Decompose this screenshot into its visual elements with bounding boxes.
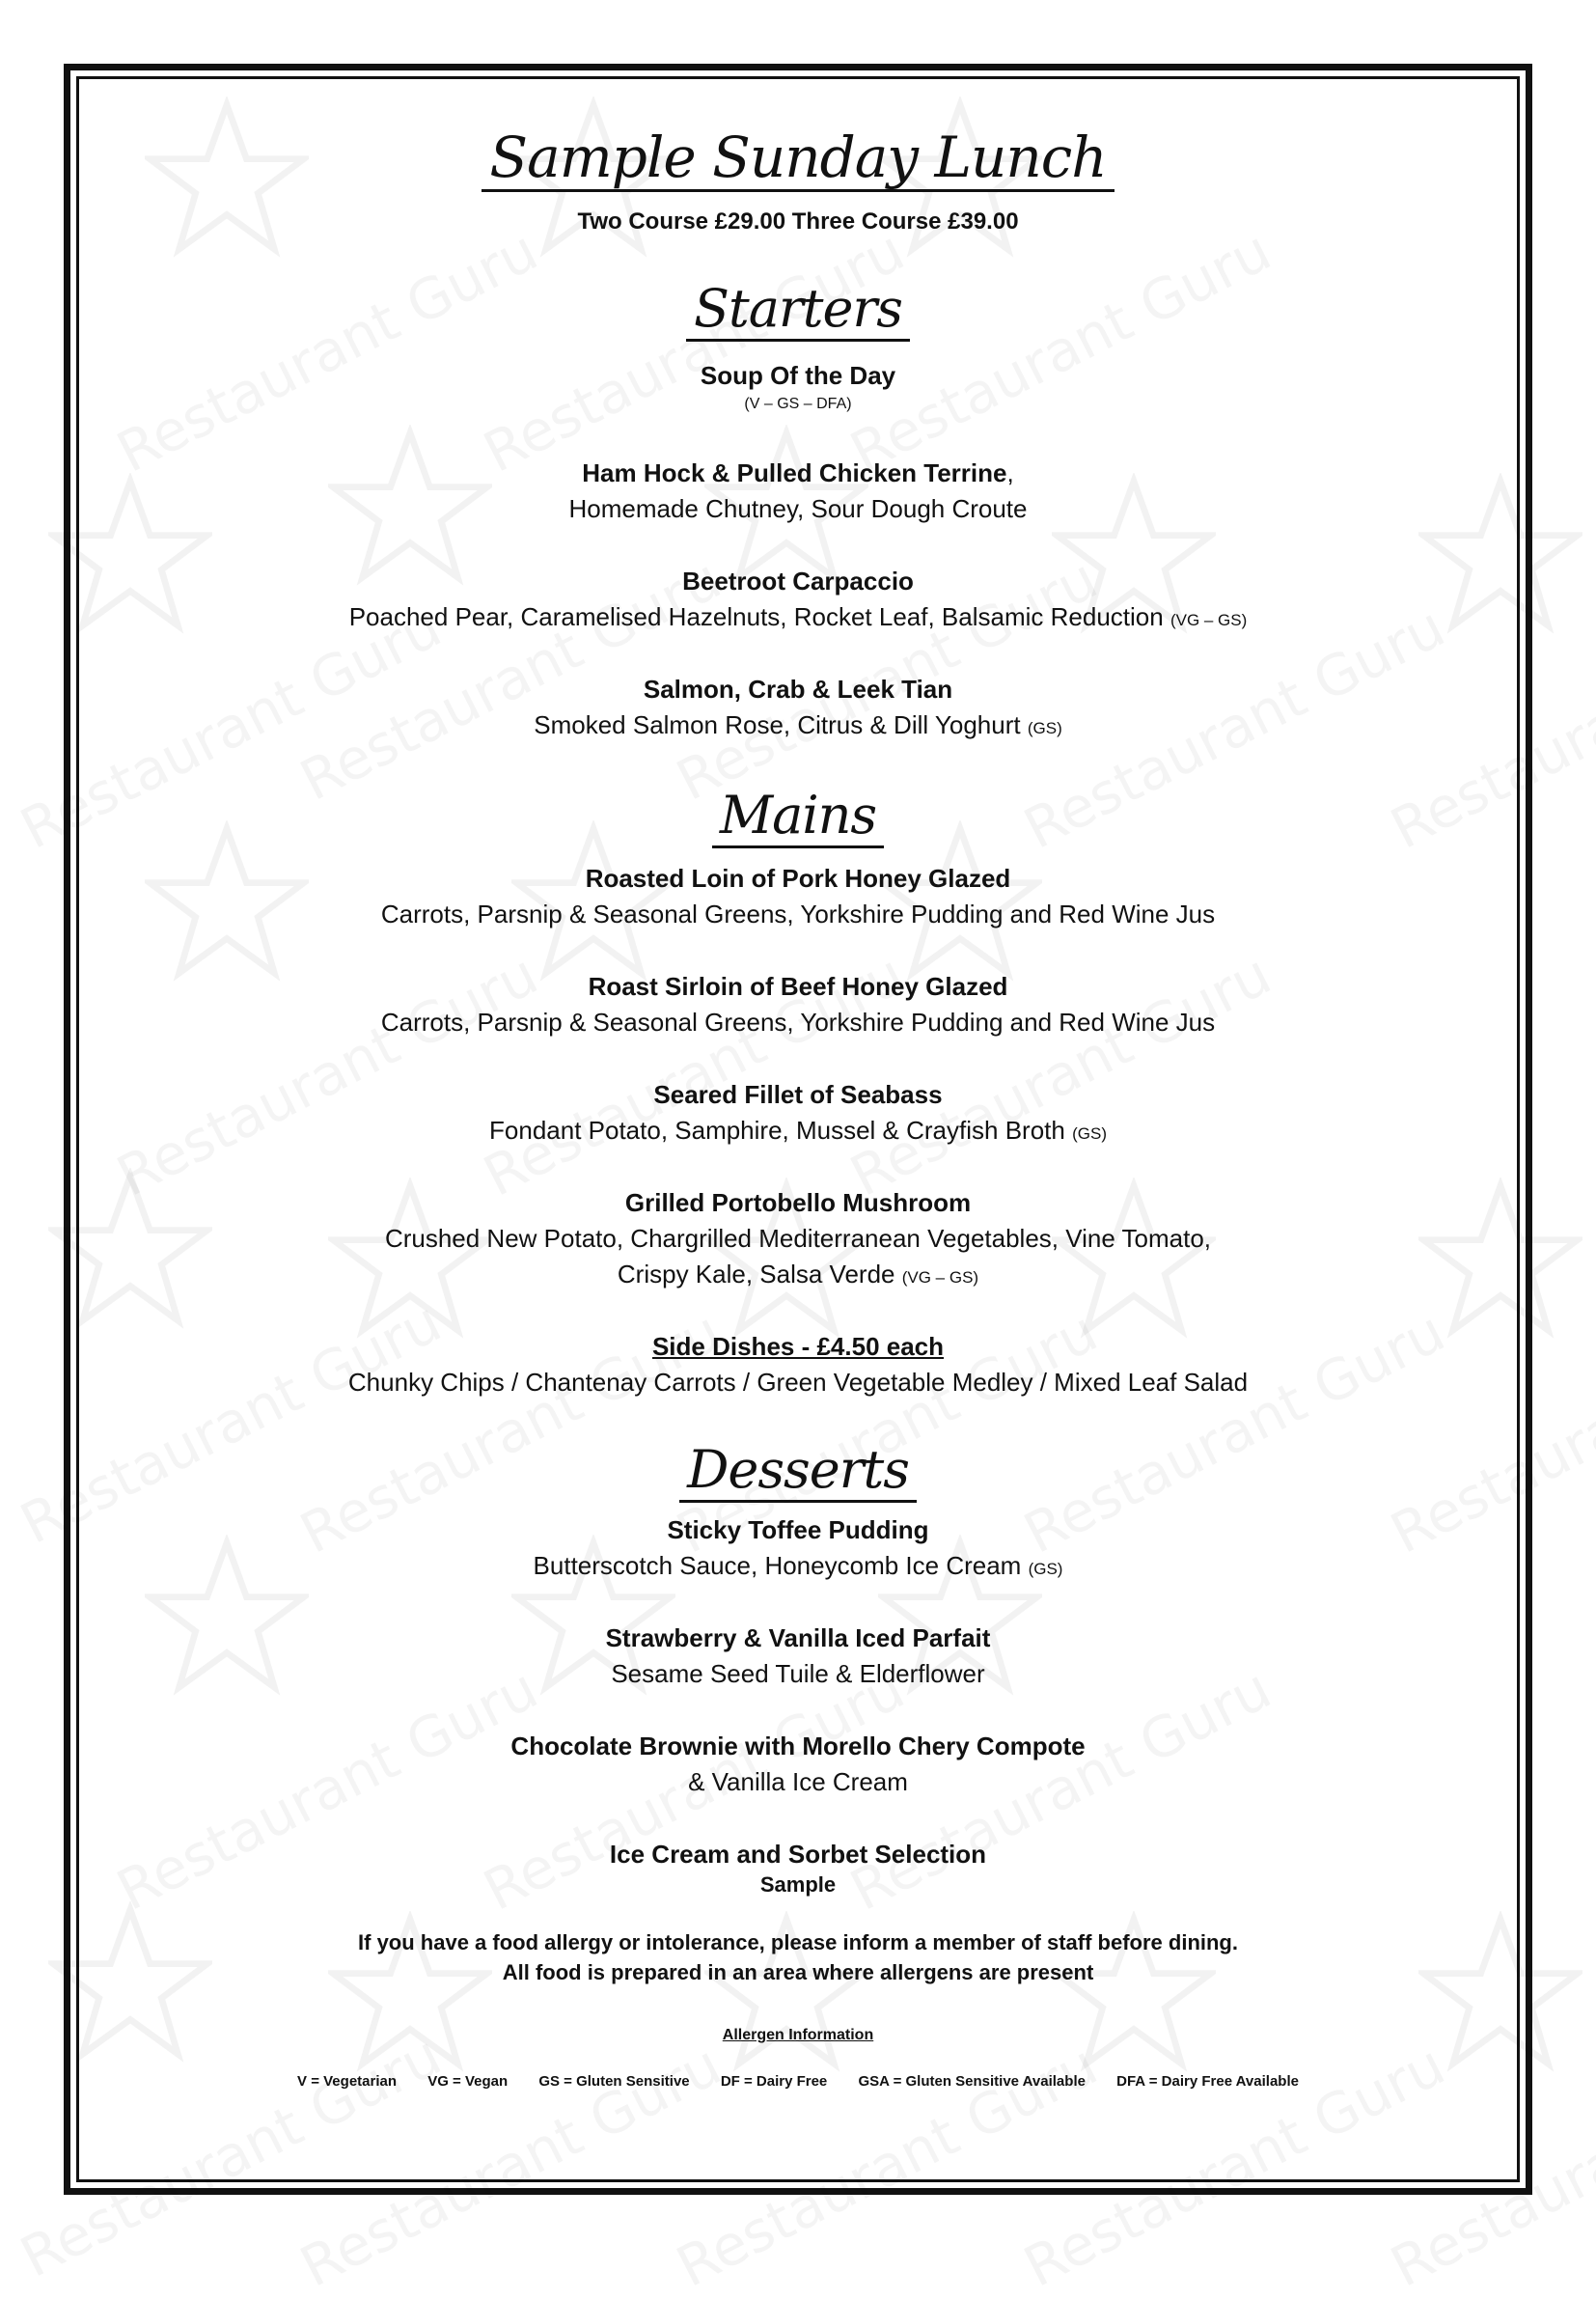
starter-4-desc-line (0, 707, 1596, 746)
starter-2-name: Ham Hock & Pulled Chicken Terrine (582, 458, 1007, 487)
starter-4-name: Salmon, Crab & Leek Tian (643, 675, 953, 704)
main-4-tag: (VG – GS) (901, 1268, 979, 1287)
dessert-1-desc: Butterscotch Sauce, Honeycomb Ice Cream (533, 1551, 1022, 1580)
mains-heading-wrap (0, 785, 1596, 848)
legend-item: DFA = Dairy Free Available (1116, 2073, 1299, 2090)
allergen-legend (0, 2073, 1596, 2090)
legend-item: GS = Gluten Sensitive (538, 2073, 690, 2090)
starter-1-name: Soup Of the Day (700, 361, 896, 390)
starter-3-tag: (VG – GS) (1169, 611, 1248, 629)
legend-item: VG = Vegan (427, 2073, 509, 2090)
starter-3-desc-line (0, 599, 1596, 638)
main-4-desc2-line (0, 1257, 1596, 1295)
dessert-2-name: Strawberry & Vanilla Iced Parfait (605, 1623, 991, 1652)
main-2-name: Roast Sirloin of Beef Honey Glazed (588, 972, 1008, 1001)
main-4-desc: Crushed New Potato, Chargrilled Mediterranean Vegetables, Vine Tomato, (384, 1224, 1212, 1253)
main-1-desc: Carrots, Parsnip & Seasonal Greens, Yorkshire Pudding and Red Wine Jus (380, 900, 1216, 928)
starter-4-tag: (GS) (1027, 719, 1062, 737)
allergen-heading: Allergen Information (722, 2027, 874, 2043)
main-2-desc: Carrots, Parsnip & Seasonal Greens, Yorkshire Pudding and Red Wine Jus (380, 1008, 1216, 1037)
dessert-1-name: Sticky Toffee Pudding (667, 1515, 929, 1544)
main-4-name: Grilled Portobello Mushroom (624, 1188, 972, 1217)
main-3-desc-line (0, 1113, 1596, 1151)
starter-1-tag: (V – GS – DFA) (744, 396, 852, 412)
starter-4-desc: Smoked Salmon Rose, Citrus & Dill Yoghurt (534, 710, 1021, 739)
dessert-3-desc: & Vanilla Ice Cream (688, 1767, 908, 1796)
starters-heading: Starters (686, 283, 910, 342)
starter-2-desc: Homemade Chutney, Sour Dough Croute (568, 494, 1028, 523)
dessert-1-tag: (GS) (1028, 1560, 1063, 1578)
legend-item: GSA = Gluten Sensitive Available (858, 2073, 1086, 2090)
dessert-3-name: Chocolate Brownie with Morello Chery Compote (510, 1732, 1086, 1760)
sides-list: Chunky Chips / Chantenay Carrots / Green Vegetable Medley / Mixed Leaf Salad (347, 1368, 1249, 1397)
sides-heading: Side Dishes - £4.50 each (651, 1332, 945, 1361)
dessert-2-desc: Sesame Seed Tuile & Elderflower (611, 1659, 985, 1688)
main-4-desc2: Crispy Kale, Salsa Verde (617, 1260, 895, 1289)
price-line: Two Course £29.00 Three Course £39.00 (577, 208, 1019, 235)
menu-title: Sample Sunday Lunch (482, 129, 1114, 192)
main-3-desc: Fondant Potato, Samphire, Mussel & Crayfish Broth (489, 1116, 1065, 1145)
starters-heading-wrap (0, 278, 1596, 342)
starter-2-name-line (0, 456, 1596, 491)
legend-item: DF = Dairy Free (720, 2073, 828, 2090)
mains-heading: Mains (712, 790, 884, 848)
main-3-tag: (GS) (1072, 1124, 1107, 1143)
allergy-notice-2: All food is prepared in an area where allergens are present (502, 1960, 1094, 1984)
menu-title-wrap (0, 125, 1596, 192)
main-1-name: Roasted Loin of Pork Honey Glazed (585, 864, 1011, 893)
starter-3-name: Beetroot Carpaccio (682, 567, 914, 596)
starter-2-name-suffix: , (1006, 458, 1014, 487)
dessert-4-name: Ice Cream and Sorbet Selection (609, 1840, 987, 1869)
dessert-1-desc-line (0, 1548, 1596, 1587)
main-3-name: Seared Fillet of Seabass (653, 1080, 943, 1109)
legend-item: V = Vegetarian (297, 2073, 398, 2090)
desserts-heading: Desserts (679, 1444, 917, 1503)
allergy-notice-1: If you have a food allergy or intolerance, please inform a member of staff before dining. (358, 1930, 1238, 1954)
starter-3-desc: Poached Pear, Caramelised Hazelnuts, Rocket Leaf, Balsamic Reduction (348, 602, 1164, 631)
desserts-heading-wrap (0, 1439, 1596, 1503)
dessert-4-sub: Sample (759, 1872, 837, 1897)
